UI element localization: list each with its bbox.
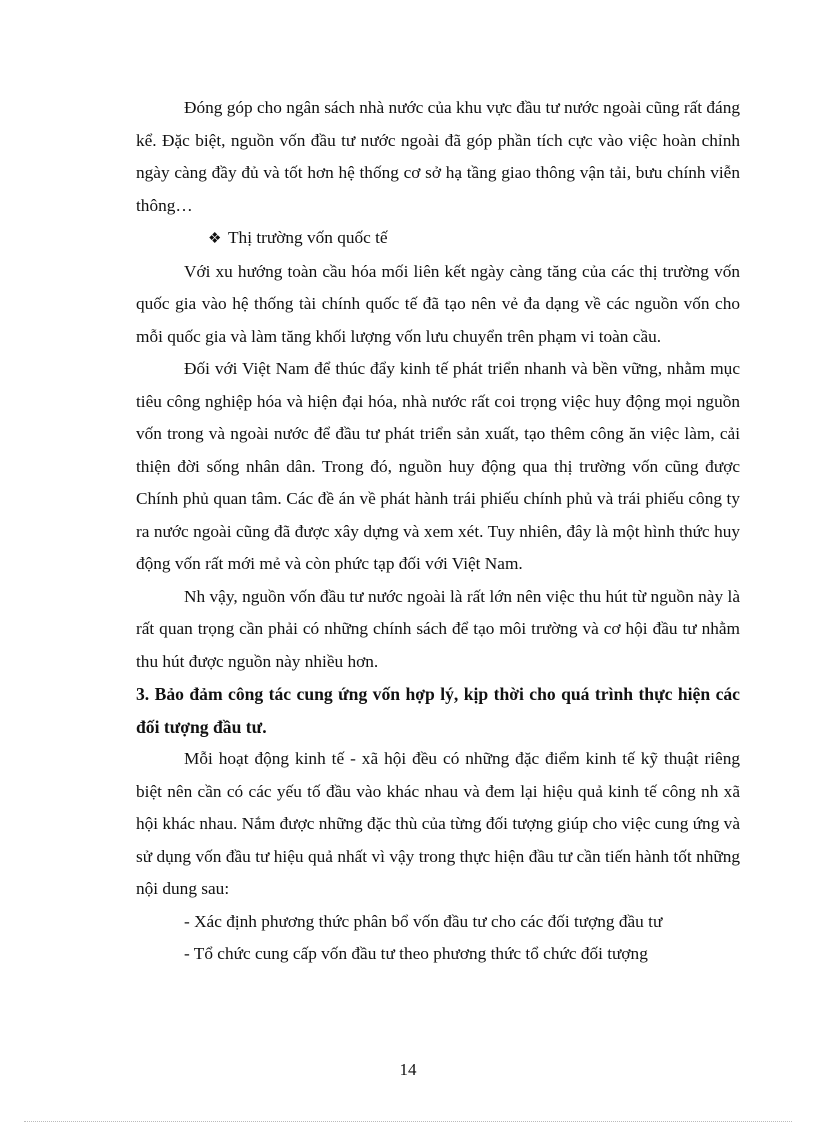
list-item-allocation-method: - Xác định phương thức phân bổ vốn đầu tư cho các đối tượng đầu tư [184,911,663,931]
paragraph-economic-activities: Mỗi hoạt động kinh tế - xã hội đều có những đặc điểm kinh tế kỹ thuật riêng biệt nên cần có các yếu tố đầu vào khác nhau và đem lại hiệu quả kinh tế công nh xã hội khác nhau. Nắm được những đặc thù của từng đối tượng giúp cho việc cung ứng và sử dụng vốn đầu tư hiệu quả nhất vì vậy trong thực hiện đầu tư cần tiến hành tốt những nội dung sau: [136,749,740,898]
bullet-heading-international-capital-market [136,222,740,256]
section-heading-3: 3. Bảo đảm công tác cung ứng vốn hợp lý, kịp thời cho quá trình thực hiện các đối tượng đầu tư. [136,684,740,737]
page-bottom-divider [24,1121,792,1122]
paragraph-vietnam-capital: Đối với Việt Nam để thúc đẩy kinh tế phát triển nhanh và bền vững, nhằm mục tiêu công nghiệp hóa và hiện đại hóa, nhà nước rất coi trọng việc huy động mọi nguồn vốn trong và ngoài nước để đầu tư phát triển sản xuất, tạo thêm công ăn việc làm, cải thiện đời sống nhân dân. Trong đó, nguồn huy động qua thị trường vốn cũng được Chính phủ quan tâm. Các đề án về phát hành trái phiếu chính phủ và trái phiếu công ty ra nước ngoài cũng đã được xây dựng và xem xét. Tuy nhiên, đây là một hình thức huy động vốn rất mới mẻ và còn phức tạp đối với Việt Nam. [136,359,740,573]
paragraph-conclusion: Nh vậy, nguồn vốn đầu tư nước ngoài là rất lớn nên việc thu hút từ nguồn này là rất quan trọng cần phải có những chính sách để tạo môi trường và cơ hội đầu tư nhằm thu hút được nguồn này nhiều hơn. [136,586,740,671]
paragraph-budget-contribution: Đóng góp cho ngân sách nhà nước của khu vực đầu tư nước ngoài cũng rất đáng kể. Đặc biệt, nguồn vốn đầu tư nước ngoài đã góp phần tích cực vào việc hoàn chỉnh ngày càng đầy đủ và tốt hơn hệ thống cơ sở hạ tầng giao thông vận tải, bưu chính viễn thông… [136,98,740,215]
bullet-heading-text: Thị trường vốn quốc tế [228,228,388,247]
list-item-capital-supply: - Tổ chức cung cấp vốn đầu tư theo phương thức tổ chức đối tượng [184,944,648,963]
diamond-bullet-icon: ❖ [208,231,222,247]
page-body [136,92,740,971]
paragraph-globalization: Với xu hướng toàn cầu hóa mối liên kết ngày càng tăng của các thị trường vốn quốc gia vào hệ thống tài chính quốc tế đã tạo nên vẻ đa dạng về các nguồn vốn cho mỗi quốc gia và làm tăng khối lượng vốn lưu chuyển trên phạm vi toàn cầu. [136,261,740,346]
page-number: 14 [399,1060,417,1079]
